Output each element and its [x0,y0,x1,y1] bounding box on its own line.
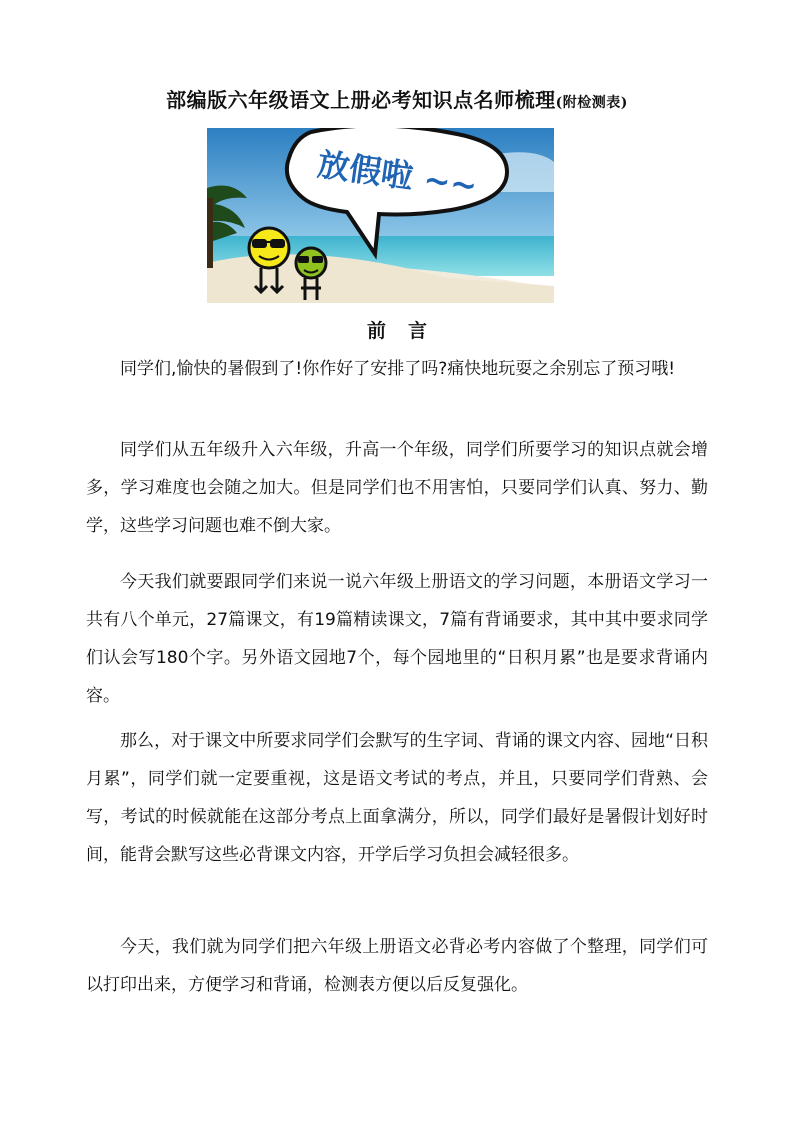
title-main: 部编版六年级语文上册必考知识点名师梳理 [166,88,556,112]
paragraph: 那么，对于课文中所要求同学们会默写的生字词、背诵的课文内容、园地“日积月累”，同学们就一定要重视，这是语文考试的考点，并且，只要同学们背熟、会写，考试的时候就能在这部分考点上面拿满分，所以，同学们最好是暑假计划好时间，能背会默写这些必背课文内容，开学后学习负担会减轻很多。 [86,731,708,865]
preface-heading: 前言 [366,320,449,342]
document-title [0,84,794,113]
paragraph: 今天，我们就为同学们把六年级上册语文必背必考内容做了个整理，同学们可以打印出来，方便学习和背诵，检测表方便以后反复强化。 [86,937,708,995]
title-note: (附检测表) [555,95,628,111]
paragraph: 同学们,愉快的暑假到了!你作好了安排了吗?痛快地玩耍之余别忘了预习哦! [120,359,676,379]
vacation-banner-image [207,128,554,303]
paragraph: 同学们从五年级升入六年级，升高一个年级，同学们所要学习的知识点就会增多，学习难度也会随之加大。但是同学们也不用害怕，只要同学们认真、努力、勤学，这些学习问题也难不倒大家。 [86,440,708,536]
bubble-text: 放假啦 ~~ [315,145,480,206]
paragraph: 今天我们就要跟同学们来说一说六年级上册语文的学习问题，本册语文学习一共有八个单元，27篇课文，有19篇精读课文，7篇有背诵要求，其中其中要求同学们认会写180个字。另外语文园地7个，每个园地里的“日积月累”也是要求背诵内容。 [86,572,708,706]
